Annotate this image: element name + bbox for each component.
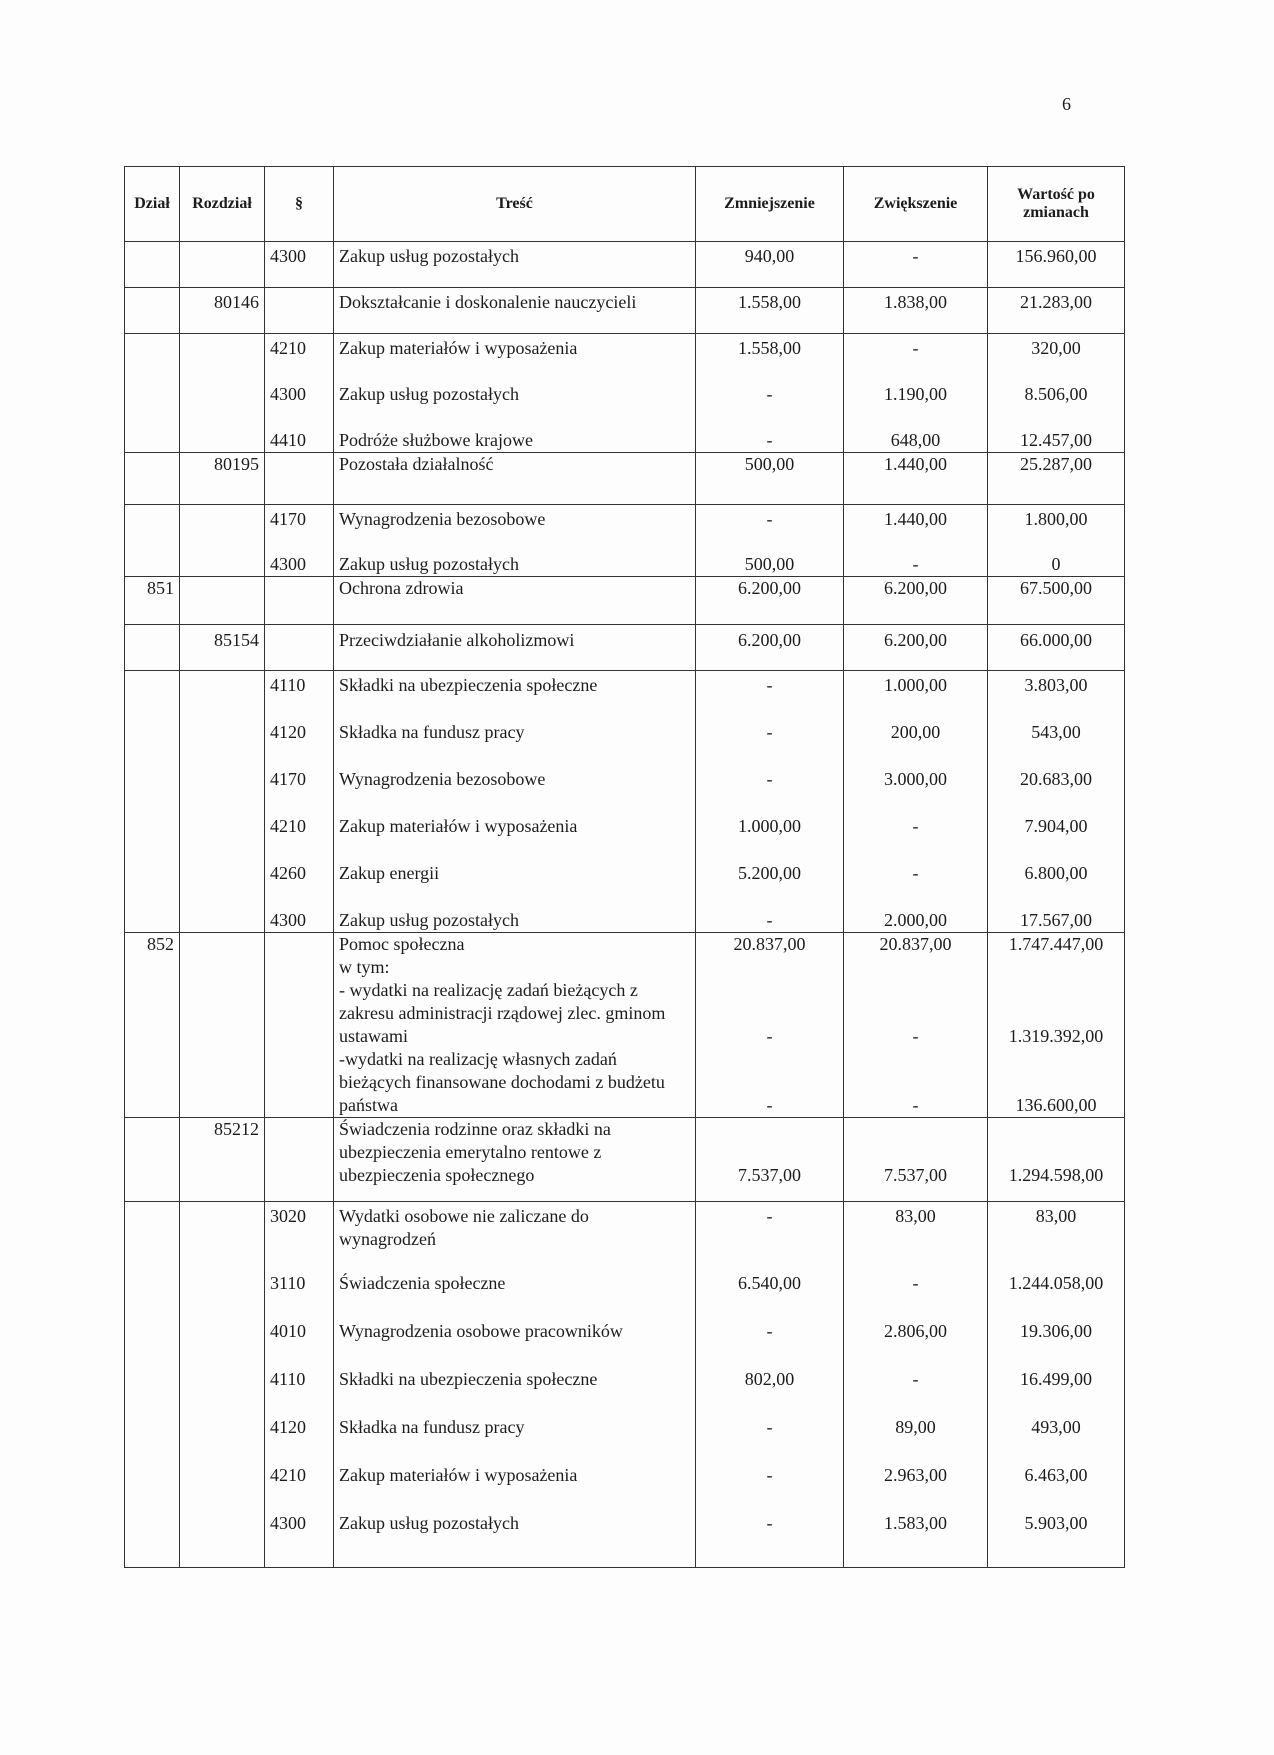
cell-wartosc: 0	[988, 550, 1125, 577]
cell-tresc: Świadczenia rodzinne oraz składki na ubezpieczenia emerytalno rentowe z ubezpieczenia społecznego	[334, 1117, 696, 1201]
table-row	[125, 550, 1125, 577]
cell-rozdzial	[180, 718, 265, 765]
cell-paragraf	[265, 577, 334, 625]
cell-paragraf: 4300	[265, 550, 334, 577]
cell-zmniejszenie: -	[696, 1317, 844, 1365]
table-row	[125, 718, 1125, 765]
cell-paragraf: 4110	[265, 671, 334, 718]
header-tresc: Treść	[334, 167, 696, 242]
cell-rozdzial	[180, 1317, 265, 1365]
cell-wartosc: 1.747.447,00	[988, 932, 1125, 956]
table-row	[125, 1365, 1125, 1413]
cell-zwiekszenie: 3.000,00	[844, 765, 988, 812]
cell-zwiekszenie: -	[844, 956, 988, 1048]
cell-zmniejszenie: -	[696, 504, 844, 550]
cell-wartosc: 156.960,00	[988, 242, 1125, 288]
cell-rozdzial: 85212	[180, 1117, 265, 1201]
cell-zwiekszenie: 2.000,00	[844, 906, 988, 933]
cell-tresc: Składki na ubezpieczenia społeczne	[334, 1365, 696, 1413]
cell-zmniejszenie: 6.200,00	[696, 577, 844, 625]
cell-rozdzial	[180, 812, 265, 859]
cell-wartosc: 1.319.392,00	[988, 956, 1125, 1048]
cell-paragraf: 4170	[265, 765, 334, 812]
cell-dzial	[125, 242, 180, 288]
cell-wartosc: 19.306,00	[988, 1317, 1125, 1365]
cell-zwiekszenie: -	[844, 334, 988, 380]
cell-wartosc: 3.803,00	[988, 671, 1125, 718]
cell-wartosc: 8.506,00	[988, 380, 1125, 426]
cell-zmniejszenie: -	[696, 380, 844, 426]
cell-dzial	[125, 1365, 180, 1413]
cell-rozdzial	[180, 504, 265, 550]
cell-zmniejszenie: 500,00	[696, 550, 844, 577]
cell-tresc: Przeciwdziałanie alkoholizmowi	[334, 625, 696, 671]
cell-paragraf: 4300	[265, 906, 334, 933]
cell-tresc: Wydatki osobowe nie zaliczane do wynagrodzeń	[334, 1201, 696, 1269]
cell-zwiekszenie: 2.963,00	[844, 1461, 988, 1509]
cell-paragraf: 4210	[265, 1461, 334, 1509]
cell-rozdzial	[180, 334, 265, 380]
cell-zwiekszenie: -	[844, 859, 988, 906]
cell-zmniejszenie: 1.000,00	[696, 812, 844, 859]
cell-tresc: Dokształcanie i doskonalenie nauczycieli	[334, 288, 696, 334]
cell-tresc: Zakup usług pozostałych	[334, 906, 696, 933]
table-row	[125, 380, 1125, 426]
cell-wartosc: 67.500,00	[988, 577, 1125, 625]
table-row	[125, 1509, 1125, 1567]
cell-zwiekszenie: -	[844, 1365, 988, 1413]
cell-wartosc: 7.904,00	[988, 812, 1125, 859]
table-row	[125, 1317, 1125, 1365]
page-number: 6	[1062, 94, 1071, 114]
cell-rozdzial	[180, 577, 265, 625]
cell-zwiekszenie: 200,00	[844, 718, 988, 765]
table-row	[125, 932, 1125, 956]
cell-zmniejszenie: -	[696, 1509, 844, 1567]
cell-wartosc: 21.283,00	[988, 288, 1125, 334]
cell-tresc: Składka na fundusz pracy	[334, 1413, 696, 1461]
cell-paragraf: 3110	[265, 1269, 334, 1317]
cell-zmniejszenie: -	[696, 1048, 844, 1118]
table-row	[125, 625, 1125, 671]
cell-zwiekszenie: -	[844, 1048, 988, 1118]
cell-tresc: Składka na fundusz pracy	[334, 718, 696, 765]
cell-dzial	[125, 671, 180, 718]
cell-zwiekszenie: -	[844, 242, 988, 288]
cell-dzial	[125, 550, 180, 577]
cell-wartosc: 25.287,00	[988, 452, 1125, 504]
table-row	[125, 1461, 1125, 1509]
cell-zwiekszenie: 89,00	[844, 1413, 988, 1461]
cell-zwiekszenie: 1.440,00	[844, 452, 988, 504]
cell-zwiekszenie: 1.583,00	[844, 1509, 988, 1567]
cell-zwiekszenie: -	[844, 812, 988, 859]
table-row	[125, 956, 1125, 1048]
cell-dzial	[125, 334, 180, 380]
cell-zmniejszenie: 1.558,00	[696, 288, 844, 334]
cell-zmniejszenie: 1.558,00	[696, 334, 844, 380]
cell-paragraf: 4260	[265, 859, 334, 906]
table-row	[125, 765, 1125, 812]
cell-dzial	[125, 452, 180, 504]
cell-zmniejszenie: 940,00	[696, 242, 844, 288]
table-row	[125, 1201, 1125, 1269]
cell-paragraf: 3020	[265, 1201, 334, 1269]
cell-tresc: Wynagrodzenia bezosobowe	[334, 504, 696, 550]
cell-zwiekszenie: 2.806,00	[844, 1317, 988, 1365]
cell-wartosc: 20.683,00	[988, 765, 1125, 812]
cell-dzial	[125, 1117, 180, 1201]
budget-table	[124, 166, 1125, 1568]
cell-tresc: Zakup materiałów i wyposażenia	[334, 812, 696, 859]
cell-dzial	[125, 426, 180, 453]
cell-wartosc: 1.294.598,00	[988, 1117, 1125, 1201]
cell-rozdzial	[180, 550, 265, 577]
cell-tresc: Zakup usług pozostałych	[334, 380, 696, 426]
cell-tresc: Pomoc społeczna	[334, 932, 696, 956]
cell-zmniejszenie: -	[696, 1413, 844, 1461]
cell-dzial	[125, 1269, 180, 1317]
cell-wartosc: 543,00	[988, 718, 1125, 765]
cell-tresc: Zakup usług pozostałych	[334, 242, 696, 288]
cell-paragraf	[265, 452, 334, 504]
cell-zmniejszenie: 6.540,00	[696, 1269, 844, 1317]
cell-dzial	[125, 906, 180, 933]
cell-wartosc: 6.800,00	[988, 859, 1125, 906]
cell-zmniejszenie: -	[696, 1201, 844, 1269]
cell-rozdzial	[180, 859, 265, 906]
cell-wartosc: 17.567,00	[988, 906, 1125, 933]
table-row	[125, 504, 1125, 550]
cell-paragraf: 4210	[265, 334, 334, 380]
cell-rozdzial	[180, 1269, 265, 1317]
cell-zwiekszenie: 1.838,00	[844, 288, 988, 334]
cell-dzial	[125, 859, 180, 906]
cell-tresc: Podróże służbowe krajowe	[334, 426, 696, 453]
table-row	[125, 288, 1125, 334]
cell-wartosc: 493,00	[988, 1413, 1125, 1461]
cell-dzial: 852	[125, 932, 180, 956]
cell-zmniejszenie: -	[696, 426, 844, 453]
cell-zmniejszenie: 20.837,00	[696, 932, 844, 956]
cell-zwiekszenie: 1.190,00	[844, 380, 988, 426]
table-row	[125, 1048, 1125, 1118]
table-row	[125, 334, 1125, 380]
table-row	[125, 1413, 1125, 1461]
cell-dzial	[125, 1413, 180, 1461]
cell-tresc: Zakup usług pozostałych	[334, 1509, 696, 1567]
cell-zwiekszenie: -	[844, 1269, 988, 1317]
cell-wartosc: 16.499,00	[988, 1365, 1125, 1413]
cell-wartosc: 320,00	[988, 334, 1125, 380]
cell-wartosc: 83,00	[988, 1201, 1125, 1269]
table-row	[125, 859, 1125, 906]
cell-tresc: -wydatki na realizację własnych zadań bieżących finansowane dochodami z budżetu państwa	[334, 1048, 696, 1118]
cell-zmniejszenie: -	[696, 718, 844, 765]
cell-zmniejszenie: -	[696, 906, 844, 933]
header-dzial: Dział	[125, 167, 180, 242]
cell-paragraf: 4300	[265, 1509, 334, 1567]
cell-tresc: Zakup energii	[334, 859, 696, 906]
cell-zwiekszenie: 83,00	[844, 1201, 988, 1269]
cell-tresc: Zakup usług pozostałych	[334, 550, 696, 577]
cell-wartosc: 1.244.058,00	[988, 1269, 1125, 1317]
cell-zmniejszenie: -	[696, 765, 844, 812]
cell-zmniejszenie: 5.200,00	[696, 859, 844, 906]
cell-dzial	[125, 718, 180, 765]
cell-paragraf	[265, 932, 334, 956]
cell-rozdzial	[180, 1461, 265, 1509]
cell-zwiekszenie: 6.200,00	[844, 625, 988, 671]
cell-zmniejszenie: 802,00	[696, 1365, 844, 1413]
cell-wartosc: 12.457,00	[988, 426, 1125, 453]
cell-paragraf: 4210	[265, 812, 334, 859]
cell-wartosc: 136.600,00	[988, 1048, 1125, 1118]
table-row	[125, 452, 1125, 504]
cell-rozdzial	[180, 1201, 265, 1269]
cell-wartosc: 66.000,00	[988, 625, 1125, 671]
cell-paragraf	[265, 625, 334, 671]
cell-paragraf: 4010	[265, 1317, 334, 1365]
cell-paragraf: 4120	[265, 1413, 334, 1461]
header-zwiekszenie: Zwiększenie	[844, 167, 988, 242]
table-row	[125, 426, 1125, 453]
cell-paragraf: 4300	[265, 380, 334, 426]
cell-rozdzial	[180, 1413, 265, 1461]
header-rozdzial: Rozdział	[180, 167, 265, 242]
cell-rozdzial: 85154	[180, 625, 265, 671]
cell-zwiekszenie: 20.837,00	[844, 932, 988, 956]
cell-tresc: Wynagrodzenia osobowe pracowników	[334, 1317, 696, 1365]
cell-zmniejszenie: -	[696, 1461, 844, 1509]
cell-zmniejszenie: 7.537,00	[696, 1117, 844, 1201]
cell-zmniejszenie: 6.200,00	[696, 625, 844, 671]
cell-rozdzial	[180, 1365, 265, 1413]
cell-dzial	[125, 1317, 180, 1365]
cell-zmniejszenie: -	[696, 671, 844, 718]
cell-dzial	[125, 1201, 180, 1269]
cell-zwiekszenie: 648,00	[844, 426, 988, 453]
cell-paragraf: 4410	[265, 426, 334, 453]
cell-wartosc: 5.903,00	[988, 1509, 1125, 1567]
cell-tresc: Zakup materiałów i wyposażenia	[334, 1461, 696, 1509]
table-row	[125, 812, 1125, 859]
cell-dzial	[125, 765, 180, 812]
cell-tresc-line: w tym:	[339, 956, 390, 977]
cell-dzial	[125, 812, 180, 859]
cell-zwiekszenie: 1.440,00	[844, 504, 988, 550]
cell-tresc-line: - wydatki na realizację zadań bieżących z zakresu administracji rządowej zlec. gminom ustawami	[339, 979, 666, 1046]
cell-paragraf: 4110	[265, 1365, 334, 1413]
cell-rozdzial	[180, 671, 265, 718]
cell-rozdzial	[180, 1509, 265, 1567]
cell-zwiekszenie: 7.537,00	[844, 1117, 988, 1201]
table-row	[125, 906, 1125, 933]
cell-tresc: Wynagrodzenia bezosobowe	[334, 765, 696, 812]
cell-tresc: Składki na ubezpieczenia społeczne	[334, 671, 696, 718]
cell-paragraf	[265, 288, 334, 334]
table-row	[125, 1269, 1125, 1317]
cell-rozdzial	[180, 765, 265, 812]
cell-rozdzial	[180, 426, 265, 453]
cell-rozdzial	[180, 242, 265, 288]
cell-paragraf: 4170	[265, 504, 334, 550]
cell-rozdzial: 80195	[180, 452, 265, 504]
cell-tresc: Zakup materiałów i wyposażenia	[334, 334, 696, 380]
cell-paragraf: 4120	[265, 718, 334, 765]
cell-tresc: Ochrona zdrowia	[334, 577, 696, 625]
table-row	[125, 671, 1125, 718]
table-header	[125, 167, 1125, 242]
table-row	[125, 577, 1125, 625]
cell-rozdzial	[180, 906, 265, 933]
cell-dzial: 851	[125, 577, 180, 625]
cell-rozdzial: 80146	[180, 288, 265, 334]
cell-zmniejszenie: 500,00	[696, 452, 844, 504]
cell-dzial	[125, 1461, 180, 1509]
table-row	[125, 1117, 1125, 1201]
cell-dzial	[125, 625, 180, 671]
cell-zmniejszenie: -	[696, 956, 844, 1048]
header-zmniejszenie: Zmniejszenie	[696, 167, 844, 242]
cell-wartosc: 6.463,00	[988, 1461, 1125, 1509]
cell-tresc	[334, 956, 696, 1048]
cell-dzial	[125, 380, 180, 426]
cell-zwiekszenie: -	[844, 550, 988, 577]
cell-wartosc: 1.800,00	[988, 504, 1125, 550]
cell-dzial	[125, 504, 180, 550]
cell-tresc: Pozostała działalność	[334, 452, 696, 504]
cell-rozdzial	[180, 932, 265, 956]
header-paragraf: §	[265, 167, 334, 242]
table-row	[125, 242, 1125, 288]
cell-dzial	[125, 288, 180, 334]
cell-dzial	[125, 1509, 180, 1567]
cell-tresc: Świadczenia społeczne	[334, 1269, 696, 1317]
header-wartosc: Wartość po zmianach	[988, 167, 1125, 242]
cell-zwiekszenie: 6.200,00	[844, 577, 988, 625]
cell-zwiekszenie: 1.000,00	[844, 671, 988, 718]
cell-rozdzial	[180, 380, 265, 426]
cell-paragraf	[265, 1117, 334, 1201]
cell-paragraf: 4300	[265, 242, 334, 288]
